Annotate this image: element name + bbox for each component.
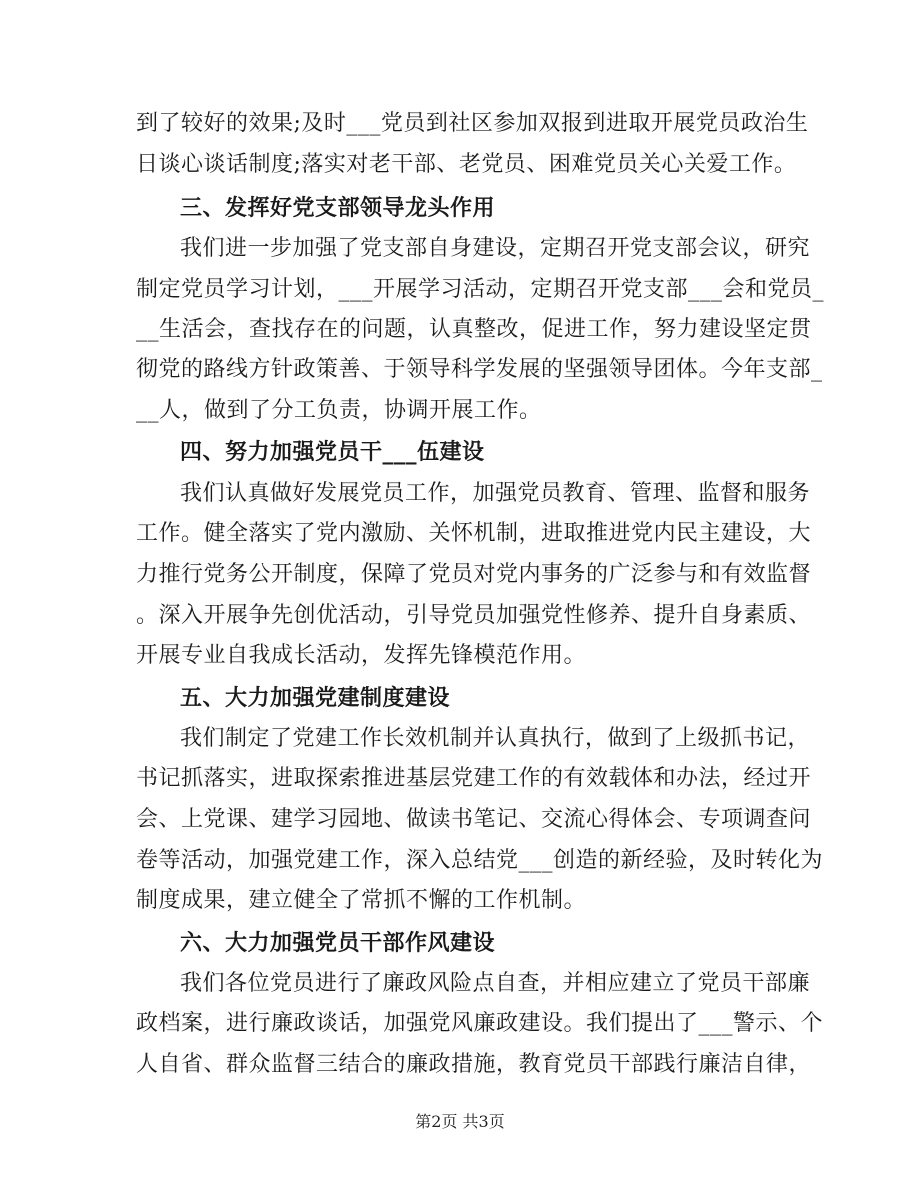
body-line: 制度成果，建立健全了常抓不懈的工作机制。 [136, 888, 587, 913]
section-heading-3: 三、发挥好党支部领导龙头作用 [180, 195, 496, 221]
body-line: 卷等活动，加强党建工作，深入总结党___创造的新经验，及时转化为 [136, 848, 824, 873]
body-line: 书记抓落实，进取探索推进基层党建工作的有效载体和办法，经过开 [136, 766, 812, 791]
body-line: 力推行党务公开制度，保障了党员对党内事务的广泛参与和有效监督 [136, 562, 812, 587]
body-line: 我们认真做好发展党员工作，加强党员教育、管理、监督和服务 [180, 481, 811, 506]
body-line: 彻党的路线方针政策善、于领导科学发展的坚强领导团体。今年支部_ [136, 357, 823, 382]
body-line: 我们进一步加强了党支部自身建设，定期召开党支部会议，研究 [180, 236, 811, 261]
body-line: 人自省、群众监督三结合的廉政措施，教育党员干部践行廉洁自律， [136, 1052, 812, 1077]
body-line: __人，做到了分工负责，协调开展工作。 [136, 398, 542, 423]
section-heading-6: 六、大力加强党员干部作风建设 [180, 930, 496, 956]
body-line: 我们各位党员进行了廉政风险点自查，并相应建立了党员干部廉 [180, 971, 811, 996]
body-line: 制定党员学习计划，___开展学习活动，定期召开党支部___会和党员_ [136, 277, 825, 302]
body-line: 会、上党课、建学习园地、做读书笔记、交流心得体会、专项调查问 [136, 807, 812, 832]
body-line: 开展专业自我成长活动，发挥先锋模范作用。 [136, 643, 587, 668]
section-heading-4: 四、努力加强党员干___伍建设 [180, 439, 485, 465]
body-line: 政档案，进行廉政谈话，加强党风廉政建设。我们提出了___警示、个 [136, 1011, 824, 1036]
body-line: 。深入开展争先创优活动，引导党员加强党性修养、提升自身素质、 [136, 603, 812, 628]
body-line: 我们制定了党建工作长效机制并认真执行，做到了上级抓书记， [180, 726, 811, 751]
body-line: 工作。健全落实了党内激励、关怀机制，进取推进党内民主建设，大 [136, 521, 812, 546]
body-line: 到了较好的效果;及时___党员到社区参加双报到进取开展党员政治生 [136, 111, 809, 136]
section-heading-5: 五、大力加强党建制度建设 [180, 685, 451, 711]
body-line: __生活会，查找存在的问题，认真整改，促进工作，努力建设坚定贯 [136, 317, 812, 342]
body-line: 日谈心谈话制度;落实对老干部、老党员、困难党员关心关爱工作。 [136, 152, 797, 177]
page-number-footer: 第2页 共3页 [415, 1112, 505, 1131]
